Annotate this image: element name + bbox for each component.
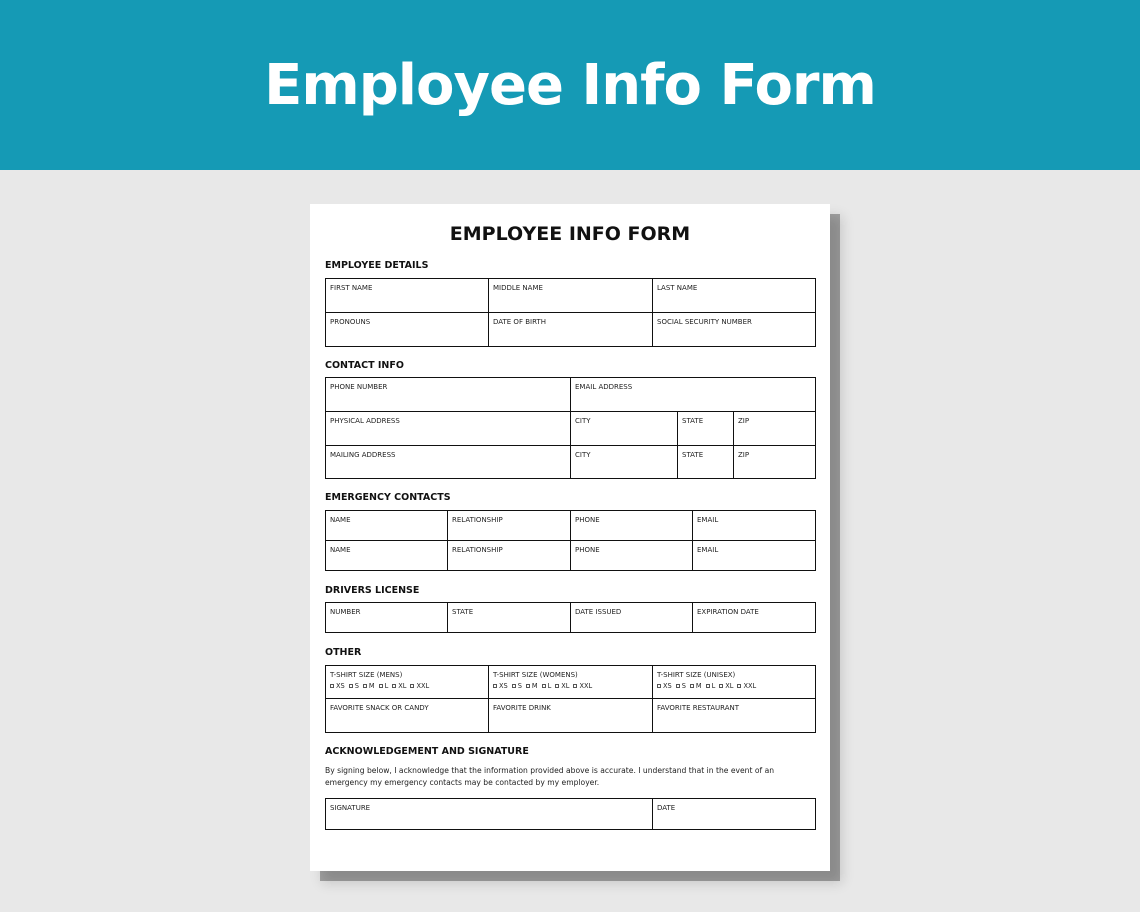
- signature-table: [325, 798, 816, 830]
- emergency-relationship-1-field[interactable]: RELATIONSHIP: [448, 511, 571, 541]
- section-heading-contact-info: CONTACT INFO: [325, 360, 404, 371]
- emergency-name-1-field[interactable]: NAME: [326, 511, 448, 541]
- size-option[interactable]: XXL: [737, 682, 756, 690]
- physical-state-field[interactable]: STATE: [678, 412, 734, 446]
- checkbox-icon[interactable]: [512, 684, 516, 688]
- emergency-name-2-field[interactable]: NAME: [326, 541, 448, 571]
- physical-zip-field[interactable]: ZIP: [734, 412, 816, 446]
- size-option[interactable]: XS: [493, 682, 508, 690]
- tshirt-size-unisex-field: [653, 666, 816, 699]
- section-heading-other: OTHER: [325, 647, 362, 658]
- ssn-field[interactable]: SOCIAL SECURITY NUMBER: [653, 313, 816, 347]
- section-heading-acknowledgement: ACKNOWLEDGEMENT AND SIGNATURE: [325, 746, 529, 757]
- checkbox-icon[interactable]: [493, 684, 497, 688]
- pronouns-field[interactable]: PRONOUNS: [326, 313, 489, 347]
- size-option[interactable]: M: [363, 682, 375, 690]
- license-number-field[interactable]: NUMBER: [326, 603, 448, 633]
- tshirt-size-mens-options: [330, 682, 484, 690]
- checkbox-icon[interactable]: [706, 684, 710, 688]
- license-state-field[interactable]: STATE: [448, 603, 571, 633]
- tshirt-size-womens-field: [489, 666, 653, 699]
- license-date-issued-field[interactable]: DATE ISSUED: [571, 603, 693, 633]
- size-option[interactable]: S: [676, 682, 686, 690]
- size-option[interactable]: L: [379, 682, 389, 690]
- favorite-drink-field[interactable]: FAVORITE DRINK: [489, 699, 653, 733]
- size-option[interactable]: XS: [330, 682, 345, 690]
- tshirt-size-mens-label: T-SHIRT SIZE (MENS): [330, 671, 403, 679]
- size-option[interactable]: XL: [719, 682, 733, 690]
- size-option[interactable]: XL: [555, 682, 569, 690]
- checkbox-icon[interactable]: [363, 684, 367, 688]
- checkbox-icon[interactable]: [349, 684, 353, 688]
- employee-details-table: [325, 278, 816, 347]
- favorite-restaurant-field[interactable]: FAVORITE RESTAURANT: [653, 699, 816, 733]
- date-of-birth-field[interactable]: DATE OF BIRTH: [489, 313, 653, 347]
- size-option[interactable]: L: [706, 682, 716, 690]
- signature-date-field[interactable]: DATE: [653, 799, 816, 830]
- checkbox-icon[interactable]: [719, 684, 723, 688]
- signature-field[interactable]: SIGNATURE: [326, 799, 653, 830]
- tshirt-size-mens-field: [326, 666, 489, 699]
- section-heading-employee-details: EMPLOYEE DETAILS: [325, 260, 429, 271]
- mailing-address-field[interactable]: MAILING ADDRESS: [326, 446, 571, 479]
- checkbox-icon[interactable]: [555, 684, 559, 688]
- checkbox-icon[interactable]: [330, 684, 334, 688]
- checkbox-icon[interactable]: [526, 684, 530, 688]
- checkbox-icon[interactable]: [657, 684, 661, 688]
- checkbox-icon[interactable]: [379, 684, 383, 688]
- tshirt-size-womens-label: T-SHIRT SIZE (WOMENS): [493, 671, 578, 679]
- emergency-contacts-table: [325, 510, 816, 571]
- middle-name-field[interactable]: MIDDLE NAME: [489, 279, 653, 313]
- first-name-field[interactable]: FIRST NAME: [326, 279, 489, 313]
- favorite-snack-field[interactable]: FAVORITE SNACK OR CANDY: [326, 699, 489, 733]
- form-document: [310, 204, 830, 871]
- email-address-field[interactable]: EMAIL ADDRESS: [571, 378, 816, 412]
- mailing-zip-field[interactable]: ZIP: [734, 446, 816, 479]
- emergency-email-2-field[interactable]: EMAIL: [693, 541, 816, 571]
- physical-city-field[interactable]: CITY: [571, 412, 678, 446]
- header-banner: [0, 0, 1140, 170]
- size-option[interactable]: M: [526, 682, 538, 690]
- emergency-email-1-field[interactable]: EMAIL: [693, 511, 816, 541]
- physical-address-field[interactable]: PHYSICAL ADDRESS: [326, 412, 571, 446]
- emergency-phone-2-field[interactable]: PHONE: [571, 541, 693, 571]
- form-title: EMPLOYEE INFO FORM: [449, 223, 691, 245]
- contact-info-table: [325, 377, 816, 479]
- checkbox-icon[interactable]: [392, 684, 396, 688]
- section-heading-emergency-contacts: EMERGENCY CONTACTS: [325, 492, 451, 503]
- size-option[interactable]: S: [349, 682, 359, 690]
- size-option[interactable]: S: [512, 682, 522, 690]
- last-name-field[interactable]: LAST NAME: [653, 279, 816, 313]
- size-option[interactable]: XL: [392, 682, 406, 690]
- checkbox-icon[interactable]: [573, 684, 577, 688]
- checkbox-icon[interactable]: [737, 684, 741, 688]
- phone-number-field[interactable]: PHONE NUMBER: [326, 378, 571, 412]
- tshirt-size-unisex-options: [657, 682, 811, 690]
- emergency-phone-1-field[interactable]: PHONE: [571, 511, 693, 541]
- section-heading-drivers-license: DRIVERS LICENSE: [325, 585, 420, 596]
- size-option[interactable]: L: [542, 682, 552, 690]
- checkbox-icon[interactable]: [676, 684, 680, 688]
- license-expiration-date-field[interactable]: EXPIRATION DATE: [693, 603, 816, 633]
- size-option[interactable]: XXL: [410, 682, 429, 690]
- checkbox-icon[interactable]: [542, 684, 546, 688]
- tshirt-size-unisex-label: T-SHIRT SIZE (UNISEX): [657, 671, 736, 679]
- banner-title: Employee Info Form: [264, 52, 876, 118]
- acknowledgement-text: By signing below, I acknowledge that the information provided above is accurate. I understand that in the event of an emergency my emergency contacts may be contacted by my employer.: [325, 766, 775, 787]
- checkbox-icon[interactable]: [410, 684, 414, 688]
- drivers-license-table: [325, 602, 816, 633]
- other-table: [325, 665, 816, 733]
- emergency-relationship-2-field[interactable]: RELATIONSHIP: [448, 541, 571, 571]
- size-option[interactable]: XS: [657, 682, 672, 690]
- mailing-state-field[interactable]: STATE: [678, 446, 734, 479]
- mailing-city-field[interactable]: CITY: [571, 446, 678, 479]
- tshirt-size-womens-options: [493, 682, 648, 690]
- size-option[interactable]: M: [690, 682, 702, 690]
- size-option[interactable]: XXL: [573, 682, 592, 690]
- checkbox-icon[interactable]: [690, 684, 694, 688]
